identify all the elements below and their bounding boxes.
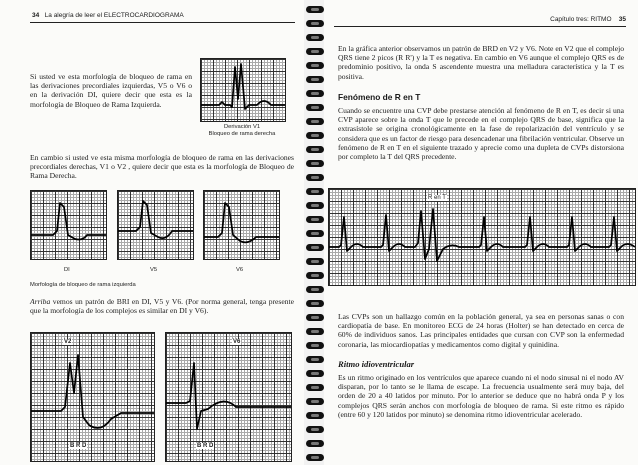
heading-ritmo-idioventricular: Ritmo idioventricular [338, 359, 415, 369]
figure-v1-caption-lead: Derivación V1 [223, 124, 261, 130]
paragraph-r-en-t: Cuando se encuentre una CVP debe prestarse atención al fenómeno de R en T, es decir si una CVP aparece sobre la onda T que le precede en el complejo QRS de base, significa que la extrasístole se origina cronológicamente en la fase de repolarización del ventrículo y se considera que es un factor de riesgo para desencadenar una fibrilación ventricular. Observe un fenómeno de R en T en el siguiente trazado y aprecie como una dupleta de CVPs distorsiona por completo la T del QRS precedente. [338, 106, 624, 162]
figure-v1-caption [188, 124, 296, 138]
inset-label-brd-v2: B R D [70, 443, 87, 449]
right-page [324, 0, 638, 465]
left-page-number: 34 [32, 12, 40, 19]
paragraph-brd-description: En cambio si usted ve esta misma morfología de bloqueo de rama en las derivaciones precordiales derechas, V1 o V2 , quiere decir que esta es la morfología de Bloqueo de Rama Derecha. [30, 153, 294, 181]
spiral-binding [304, 0, 326, 465]
paragraph-cvp-prevalence: Las CVPs son un hallazgo común en la población general, ya sea en personas sanas o con cardiopatía de base. En monitoreo ECG de 24 horas (Holter) se han detectado en cerca de 60% de individuos sanos. Las principales entidades que cursan con CVP son la enfermedad coronaria, las miocardiopatías y medicamentos como digital y quinidina. [338, 312, 624, 349]
paragraph-ritmo-idioventricular: Es un ritmo originado en los ventrículos que aparece cuando ni el nodo sinusal ni el nodo AV disparan, por lo tanto se le llama de escape. La frecuencia usualmente será muy baja, del orden de 20 a 40 latidos por minuto. Por lo anterior se deduce que no habrá onda P y los complejos QRS serán anchos con morfología de bloqueo de rama. Si este ritmo es rápido (entre 60 y 120 latidos por minuto) se denomina ritmo idioventricular acelerado. [338, 373, 624, 419]
inset-label-brd-v6: B R D [197, 443, 214, 449]
ecg-derivation-v1 [200, 58, 286, 122]
strip-label-v6: V6 [236, 267, 244, 273]
strip-label-r-en-t: R en T [428, 195, 446, 201]
right-page-header [550, 16, 626, 23]
ecg-strip-v6 [203, 190, 280, 260]
paragraph-emphasis: Arriba [30, 297, 51, 306]
left-page [0, 0, 306, 465]
ecg-inset-v6 [165, 332, 292, 462]
ecg-inset-v2 [30, 332, 155, 462]
ecg-strip-r-en-t [328, 188, 636, 286]
left-header-rule [30, 22, 295, 23]
figure-v1-caption-sub: Bloqueo de rama derecha [208, 131, 276, 137]
right-running-title: Capítulo tres: RITMO [550, 16, 612, 23]
right-header-rule [334, 26, 626, 27]
left-page-header [32, 12, 184, 19]
right-page-number: 35 [618, 16, 626, 23]
ecg-strip-di [30, 190, 107, 260]
inset-label-v6: V6 [233, 339, 241, 345]
strip-label-di: DI [64, 267, 70, 273]
inset-label-v2: V2 [64, 339, 72, 345]
ecg-strip-v5 [117, 190, 194, 260]
strip-label-v5: V5 [150, 267, 158, 273]
paragraph-bri-pattern [30, 297, 294, 315]
paragraph-brd-pattern: En la gráfica anterior observamos un patrón de BRD en V2 y V6. Note en V2 que el complejo QRS tiene 2 picos (R R') y la T es negativa. En cambio en V6 aunque el complejo QRS es de predominio positivo, la onda S ascendente muestra una melladura característica y la T es positiva. [338, 44, 624, 81]
paragraph-bri-description: Si usted ve esta morfología de bloqueo de rama en las derivaciones precordiales izquierdas, V5 o V6 o en la derivación DI, quiere decir que esta es la morfología de Bloqueo de Rama Izquierda. [30, 72, 192, 109]
heading-r-en-t: Fenómeno de R en T [338, 92, 421, 102]
paragraph-bri-pattern-text: vemos un patrón de BRI en DI, V5 y V6. (Por norma general, tenga presente que la morfología de los complejos es similar en DI y V6). [30, 297, 294, 316]
figure-bri-caption: Morfología de bloqueo de rama izquierda [30, 282, 136, 288]
left-running-title: La alegría de leer el ELECTROCARDIOGRAMA [44, 12, 184, 19]
